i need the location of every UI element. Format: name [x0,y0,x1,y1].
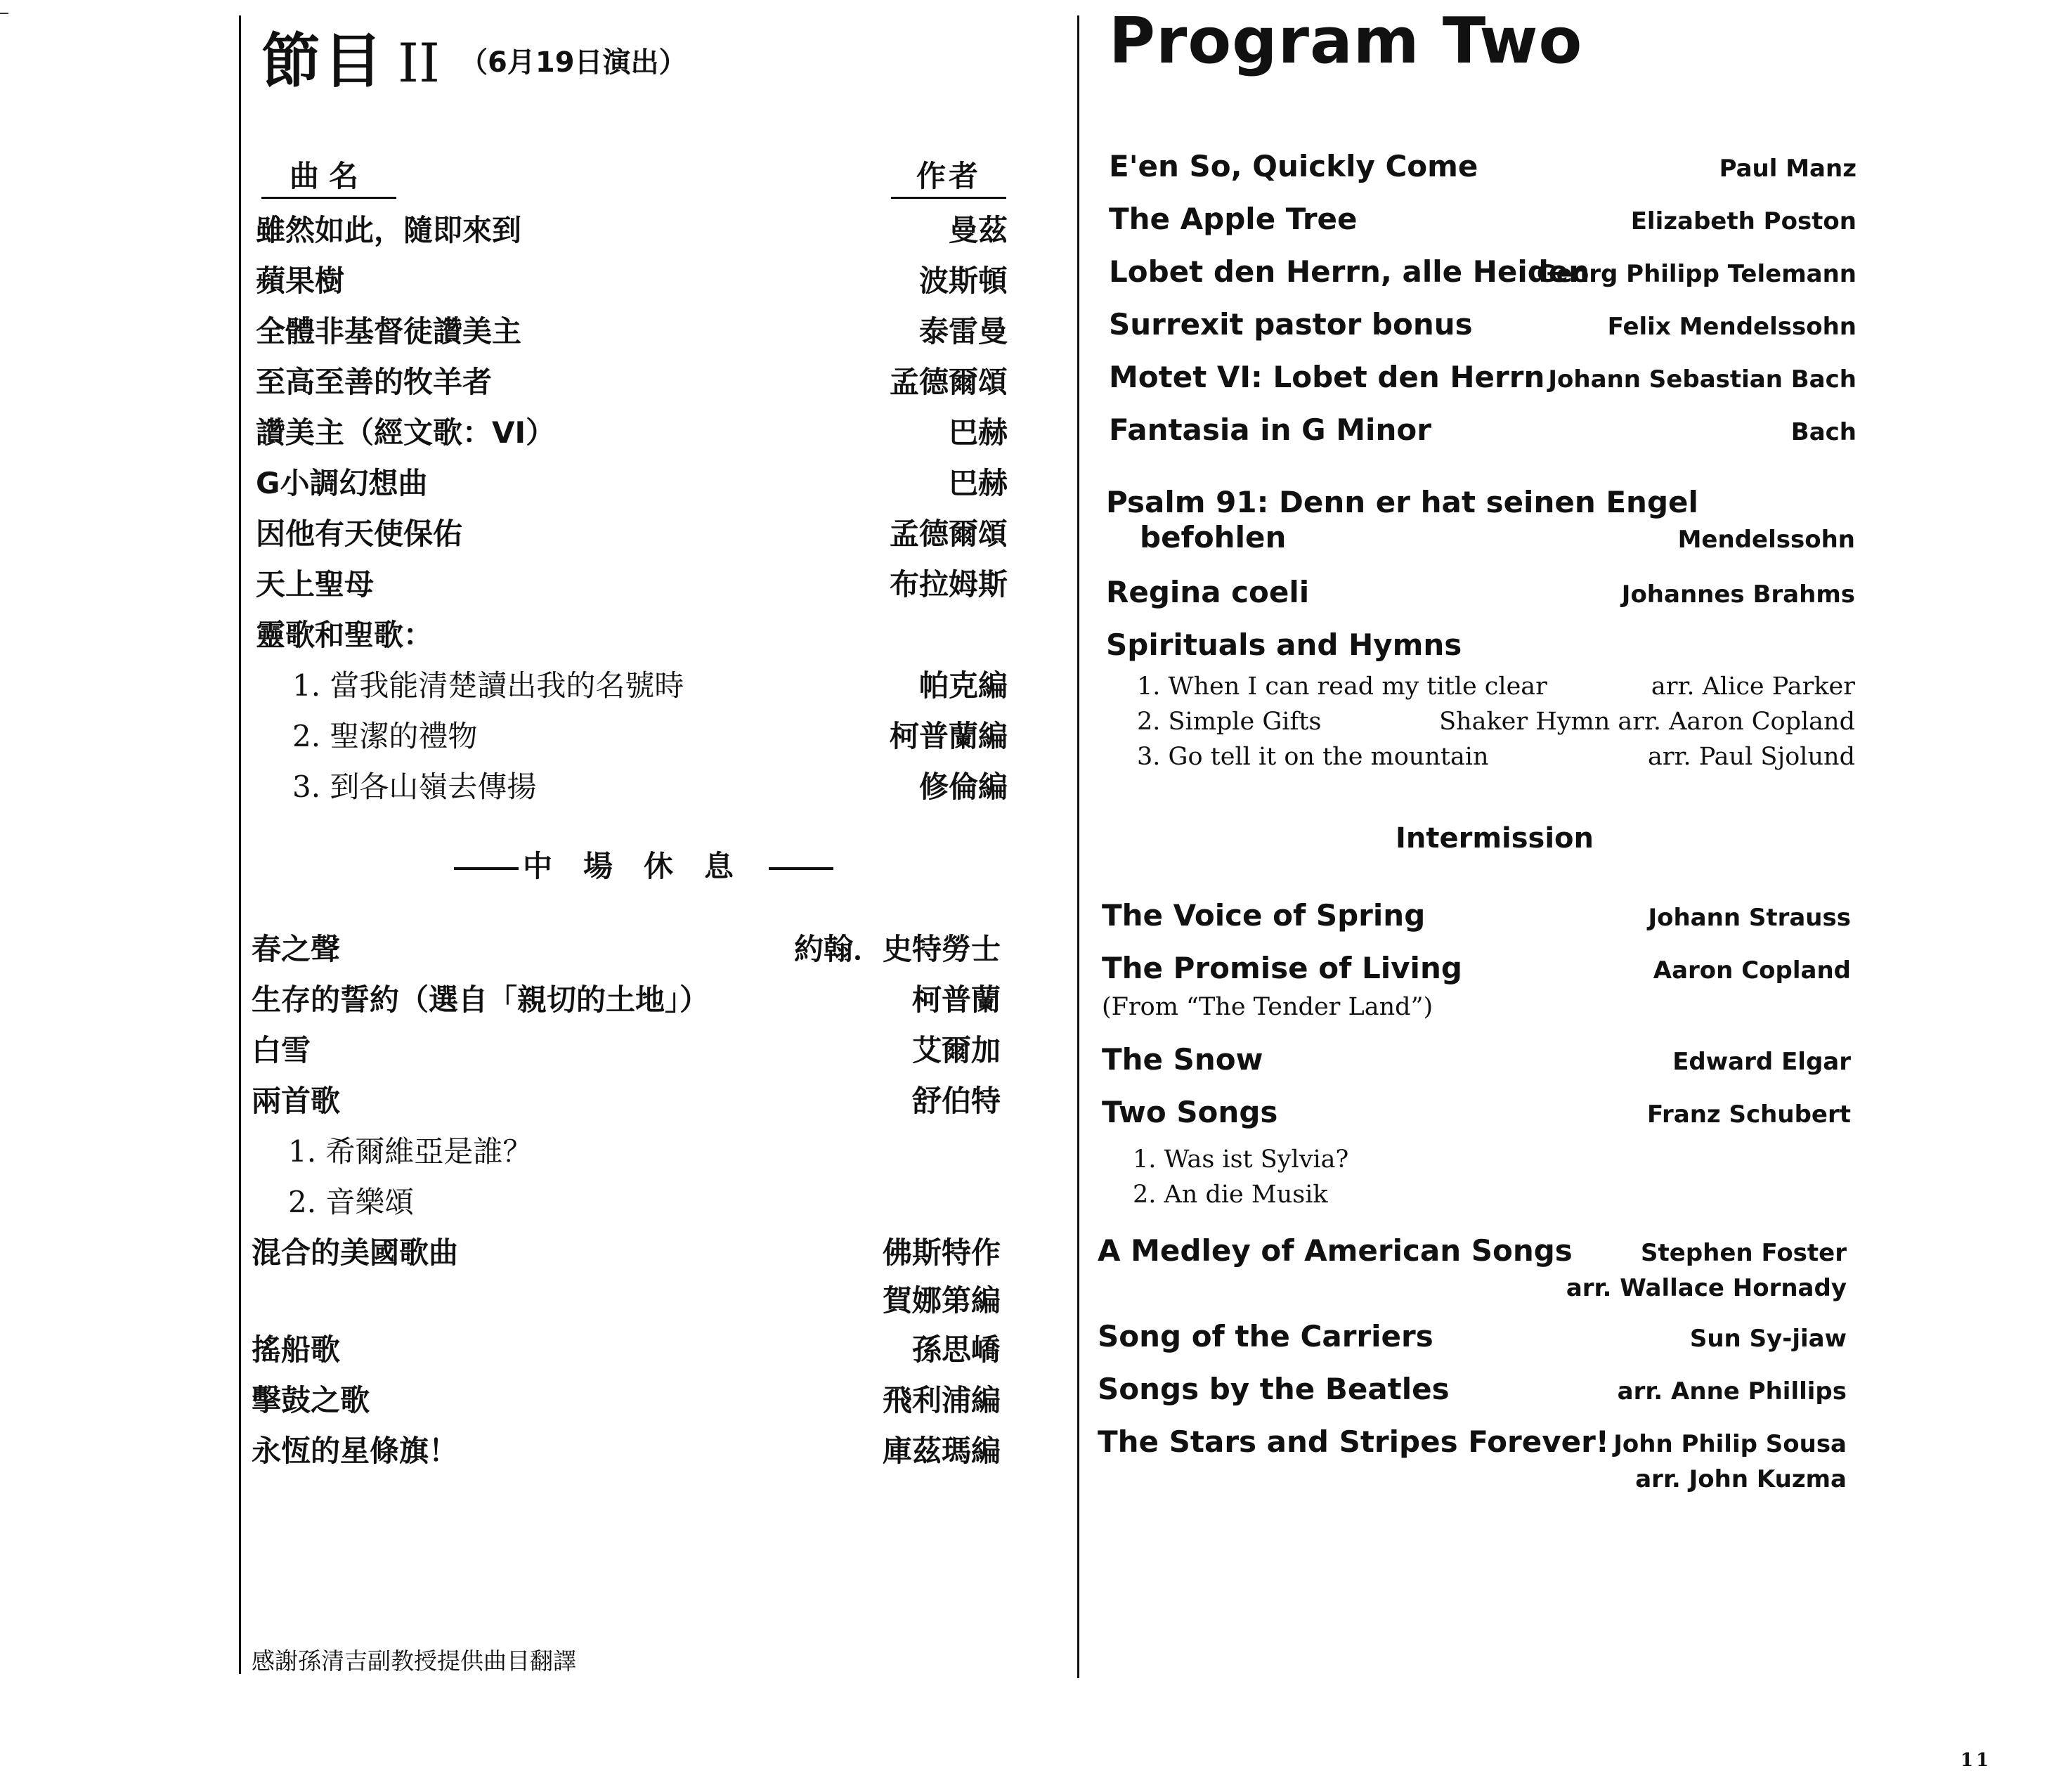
en-program-row [1109,247,1856,300]
zh-program-row [256,553,1008,604]
zh-program-row [252,1221,1001,1318]
left-column-rule [239,15,241,1674]
en-program-row [1102,891,1851,944]
zh-piece-arranger: 賀娜第編 [882,1283,1001,1318]
en-piece-title: 2. An die Musik [1133,1181,1328,1209]
zh-piece-title: 天上聖母 [256,567,375,602]
en-program-row [1109,353,1856,405]
en-program-row [1106,568,1855,621]
en-program-row [1102,944,1851,1035]
zh-piece-composer: 柯普蘭 [911,982,1001,1017]
en-piece-title: Regina coeli [1106,575,1310,609]
zh-program-subrow [256,654,1008,705]
en-program-row [1098,1312,1847,1365]
en-piece-title: Spirituals and Hymns [1106,628,1462,662]
zh-piece-title: 擊鼓之歌 [252,1383,370,1417]
en-piece-composer: Stephen Foster [1641,1239,1847,1267]
zh-piece-composer: 舒伯特 [911,1084,1001,1118]
en-piece-composer: Elizabeth Poston [1630,207,1856,235]
zh-header-composer: 作者 [891,153,1006,199]
zh-program-row [252,918,1001,968]
en-piece-title: Fantasia in G Minor [1109,413,1431,447]
intermission-dash-right [769,867,833,870]
zh-piece-composer: 孟德爾頌 [889,365,1008,399]
en-intermission: Intermission [1396,822,1594,855]
en-program-row [1098,1417,1847,1503]
page-number: 11 [1960,1750,1992,1771]
en-program-row [1109,142,1856,195]
zh-piece-title: 永恆的星條旗！ [252,1434,459,1468]
en-program-subrow [1106,705,1855,740]
en-piece-title: Song of the Carriers [1098,1319,1433,1353]
zh-program-row [252,1070,1001,1120]
zh-program-subrow [252,1171,1001,1221]
zh-program-row [256,300,1008,351]
en-program-row [1109,300,1856,353]
en-piece-composer: arr. Anne Phillips [1617,1377,1847,1405]
en-piece-title-cont: befohlen [1140,520,1287,554]
en-piece-title: E'en So, Quickly Come [1109,149,1478,183]
zh-title-date: （6月19日演出） [460,46,687,79]
en-piece-title: 1. When I can read my title clear [1137,673,1547,701]
en-piece-composer: Georg Philipp Telemann [1536,260,1856,288]
en-piece-composer: Aaron Copland [1653,956,1851,985]
en-program-row [1106,478,1855,568]
en-program-part-1b [1106,478,1855,775]
zh-piece-title: 1. 當我能清楚讀出我的名號時 [292,668,684,703]
en-program-subrow [1102,1178,1851,1213]
en-piece-title: Surrexit pastor bonus [1109,307,1473,342]
en-piece-composer: Felix Mendelssohn [1607,313,1856,341]
zh-piece-title: 白雪 [252,1033,311,1067]
zh-program-subrow [256,705,1008,755]
zh-piece-title: 雖然如此，隨即來到 [256,213,522,247]
zh-piece-title: 2. 音樂頌 [288,1185,415,1219]
zh-program-row [256,401,1008,452]
en-program-row [1106,621,1855,670]
en-piece-composer: arr. Alice Parker [1651,673,1855,701]
en-piece-title: Two Songs [1102,1095,1278,1129]
zh-intermission [450,843,801,885]
zh-piece-title: 讚美主（經文歌：VI） [256,415,556,450]
zh-piece-composer: 泰雷曼 [918,314,1008,349]
zh-piece-title: 生存的誓約（選自「親切的土地」） [252,982,710,1017]
zh-piece-composer: 帕克編 [918,668,1008,703]
zh-piece-title: 1. 希爾維亞是誰？ [288,1134,533,1169]
en-piece-title: Psalm 91: Denn er hat seinen Engel [1106,485,1698,519]
zh-intermission-label: 中場休息 [523,849,765,883]
en-program-subrow [1102,1143,1851,1178]
en-program-row [1109,195,1856,247]
en-piece-composer: Edward Elgar [1672,1048,1851,1076]
en-piece-composer: Shaker Hymn arr. Aaron Copland [1439,708,1855,736]
zh-piece-composer: 孫思嶠 [911,1332,1001,1367]
edge-mark [0,13,8,14]
zh-piece-title: 混合的美國歌曲 [252,1235,459,1270]
zh-piece-composer: 巴赫 [948,466,1008,500]
zh-program-row [252,1318,1001,1369]
en-piece-title: 2. Simple Gifts [1137,708,1322,736]
zh-piece-composer: 布拉姆斯 [889,567,1008,602]
zh-program-row [256,249,1008,300]
en-piece-arranger: arr. John Kuzma [1635,1465,1847,1493]
en-program-part-3 [1098,1226,1847,1503]
en-piece-composer: Mendelssohn [1677,526,1855,554]
center-column-rule [1077,15,1079,1678]
en-piece-arranger: arr. Wallace Hornady [1566,1274,1847,1302]
en-piece-composer: John Philip Sousa [1613,1430,1847,1458]
zh-piece-composer: 飛利浦編 [882,1383,1001,1417]
en-piece-title: The Apple Tree [1109,202,1358,236]
en-program-row [1102,1035,1851,1088]
zh-program-subrow [256,755,1008,806]
zh-piece-composer: 曼茲 [948,213,1008,247]
en-program-subrow [1106,740,1855,775]
zh-piece-title: 2. 聖潔的禮物 [292,719,478,753]
zh-piece-title: 3. 到各山嶺去傳揚 [292,770,537,804]
zh-piece-title: 全體非基督徒讚美主 [256,314,522,349]
zh-piece-composer: 約翰．史特勞士 [793,932,1001,966]
en-piece-title: The Snow [1102,1042,1263,1077]
zh-program-part-2 [252,918,1001,1470]
en-program-row [1098,1365,1847,1417]
zh-piece-title: 蘋果樹 [256,264,345,298]
en-piece-composer: arr. Paul Sjolund [1647,743,1855,771]
zh-program-row [256,604,1008,654]
zh-program-row [252,1420,1001,1470]
en-piece-composer: Paul Manz [1719,155,1856,183]
zh-program-part-1 [256,199,1008,806]
en-piece-title: The Voice of Spring [1102,898,1426,933]
en-piece-composer: Johann Strauss [1648,904,1851,932]
zh-piece-composer: 佛斯特作 [882,1235,1001,1270]
zh-piece-title: 至高至善的牧羊者 [256,365,493,399]
en-program-part-2 [1102,891,1851,1213]
zh-piece-title: G小調幻想曲 [256,466,428,500]
zh-piece-title: 春之聲 [252,932,341,966]
zh-program-subrow [252,1120,1001,1171]
en-piece-title: 3. Go tell it on the mountain [1137,743,1489,771]
zh-piece-composer: 庫茲瑪編 [882,1434,1001,1468]
en-piece-composer: Bach [1790,418,1856,446]
zh-piece-composer: 柯普蘭編 [889,719,1008,753]
zh-program-row [256,351,1008,401]
zh-header-title: 曲名 [261,153,396,199]
zh-piece-title: 因他有天使保佑 [256,517,463,551]
zh-piece-title: 兩首歌 [252,1084,341,1118]
zh-title-main: 節目 [261,27,386,96]
en-program-row [1098,1226,1847,1312]
en-page-title: Program Two [1109,4,1583,78]
en-piece-title: Songs by the Beatles [1098,1372,1450,1406]
en-piece-composer: Franz Schubert [1646,1100,1851,1129]
zh-piece-title: 靈歌和聖歌： [256,618,434,652]
zh-translation-credit: 感謝孫清吉副教授提供曲目翻譯 [252,1647,576,1675]
en-piece-composer: Johannes Brahms [1621,580,1855,609]
en-piece-composer: Johann Sebastian Bach [1548,365,1856,394]
en-piece-title: The Promise of Living [1102,951,1462,985]
zh-program-row [256,199,1008,249]
en-piece-note: (From “The Tender Land”) [1102,993,1433,1021]
en-piece-composer: Sun Sy-jiaw [1689,1325,1847,1353]
en-piece-title: The Stars and Stripes Forever! [1098,1424,1609,1459]
en-program-part-1 [1109,142,1856,458]
zh-program-row [252,1369,1001,1420]
en-piece-title: Lobet den Herrn, alle Heiden [1109,254,1590,289]
zh-piece-composer: 波斯頓 [918,264,1008,298]
en-piece-title: A Medley of American Songs [1098,1233,1573,1268]
en-program-row [1102,1088,1851,1143]
zh-program-row [252,1019,1001,1070]
en-program-subrow [1106,670,1855,705]
zh-program-row [256,452,1008,502]
en-piece-title: Motet VI: Lobet den Herrn [1109,360,1545,394]
zh-piece-composer: 孟德爾頌 [889,517,1008,551]
zh-piece-composer: 修倫編 [918,770,1008,804]
intermission-dash-left [454,867,519,870]
zh-program-row [252,968,1001,1019]
en-piece-title: 1. Was ist Sylvia? [1133,1145,1349,1174]
zh-piece-composer: 巴赫 [948,415,1008,450]
en-program-row [1109,405,1856,458]
zh-page-title [261,14,687,96]
zh-title-roman: II [398,32,441,94]
zh-piece-composer: 艾爾加 [911,1033,1001,1067]
zh-piece-title: 搖船歌 [252,1332,341,1367]
zh-program-row [256,502,1008,553]
